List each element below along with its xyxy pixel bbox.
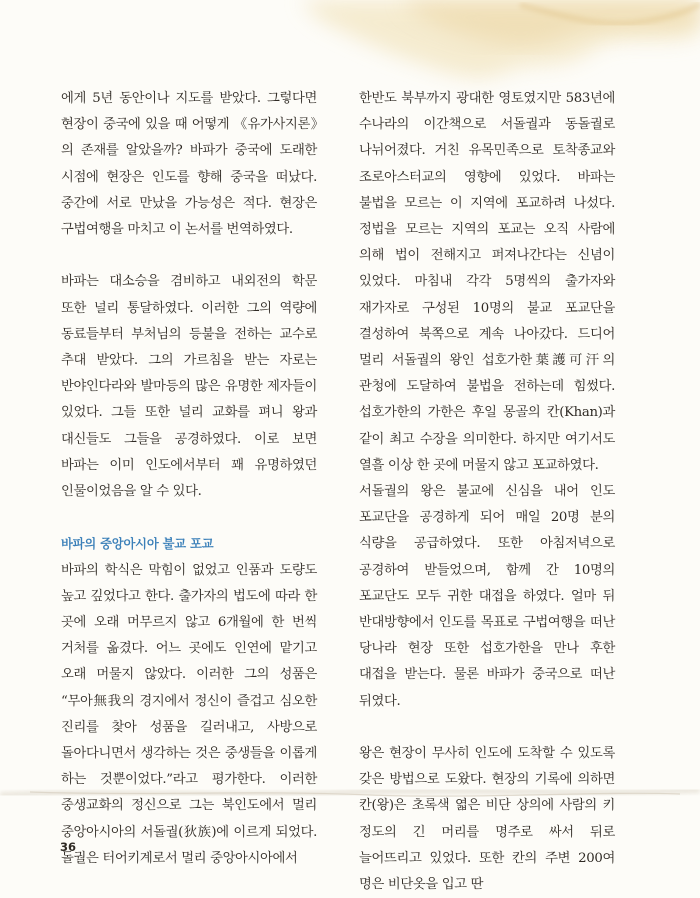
right-paragraph-2: 서돌궐의 왕은 불교에 신심을 내어 인도 포교단을 공경하게 되어 매일 20명 분의 식량을 공급하였다. 또한 아침저녁으로 공경하여 받들었으며, 함께 간 10명의 포교단도 모두 귀한 대접을 하였다. 얼마 뒤 반대방향에서 인도를 목표로 구법여행을 떠난 당나라 현장 또한 섭호가한을 만나 후한 대접을 받는다. 물론 바파가 중국으로 떠난 뒤였다. — [359, 484, 615, 709]
right-paragraph-3: 왕은 현장이 무사히 인도에 도착할 수 있도록 갖은 방법으로 도왔다. 현장의 기록에 의하면 칸(왕)은 초록색 엷은 비단 상의에 사람의 키 정도의 긴 머리를 명주로 싸서 뒤로 늘어뜨리고 있었다. 또한 칸의 주변 200여 명은 비단옷을 입고 딴 — [359, 746, 615, 893]
section-subheading: 바파의 중앙아시아 불교 포교 — [61, 537, 214, 552]
left-paragraph-1: 에게 5년 동안이나 지도를 받았다. 그렇다면 현장이 중국에 있을 때 어떻게 《유가사지론》의 존재를 알았을까? 바파가 중국에 도래한 시점에 현장은 인도를 향해 중국을 떠났다. 중간에 서로 만났을 가능성은 적다. 현장은 구법여행을 마치고 이 논서를 번역하였다. — [61, 91, 317, 238]
left-paragraph-2: 바파는 대소승을 겸비하고 내외전의 학문 또한 널리 통달하였다. 이러한 그의 역량에 동료들부터 부처님의 등불을 전하는 교수로 추대 받았다. 그의 가르침을 받는 자로는 반야인다라와 발마등의 많은 유명한 제자들이 있었다. 그들 또한 널리 교화를 펴니 왕과 대신들도 그들을 공경하였다. 이로 보면 바파는 이미 인도에서부터 꽤 유명하였던 인물이었음을 알 수 있다. — [61, 274, 317, 500]
right-column — [359, 86, 615, 898]
left-column — [61, 86, 317, 872]
right-paragraph-1: 한반도 북부까지 광대한 영토였지만 583년에 수나라의 이간책으로 서돌궐과 동돌궐로 나뉘어졌다. 거친 유목민족으로 토착종교와 조로아스터교의 영향에 있었다. 바파는 불법을 모르는 이 지역에 포교하려 나섰다. 정법을 모르는 지역의 포교는 오직 사람에 의해 법이 전해지고 퍼져나간다는 신념이 있었다. 마침내 각각 5명씩의 출가자와 재가자로 구성된 10명의 불교 포교단을 결성하여 북쪽으로 계속 나아갔다. 드디어 멀리 서돌궐의 왕인 섭호가한葉護可汗의 관청에 도달하여 불법을 전하는데 힘썼다. 섭호가한의 가한은 후일 몽골의 칸(Khan)과 같이 최고 수장을 의미한다. 하지만 여기서도 열흘 이상 한 곳에 머물지 않고 포교하였다. — [359, 91, 615, 473]
page-number: 36 — [60, 840, 77, 854]
left-paragraph-3: 바파의 학식은 막힘이 없었고 인품과 도량도 높고 깊었다고 한다. 출가자의 법도에 따라 한 곳에 오래 머무르지 않고 6개월에 한 번씩 거처를 옮겼다. 어느 곳에도 인연에 맡기고 오래 머물지 않았다. 이러한 그의 성품은 “무아無我의 경지에서 정신이 즐겁고 심오한 진리를 찾아 성품을 길러내고, 사방으로 돌아다니면서 생각하는 것은 중생들을 이롭게 하는 것뿐이었다.”라고 평가한다. 이러한 중생교화의 정신으로 그는 북인도에서 멀리 중앙아시아의 서돌궐(狄族)에 이르게 되었다. 돌궐은 터어키계로서 멀리 중앙아시아에서 — [61, 562, 317, 866]
